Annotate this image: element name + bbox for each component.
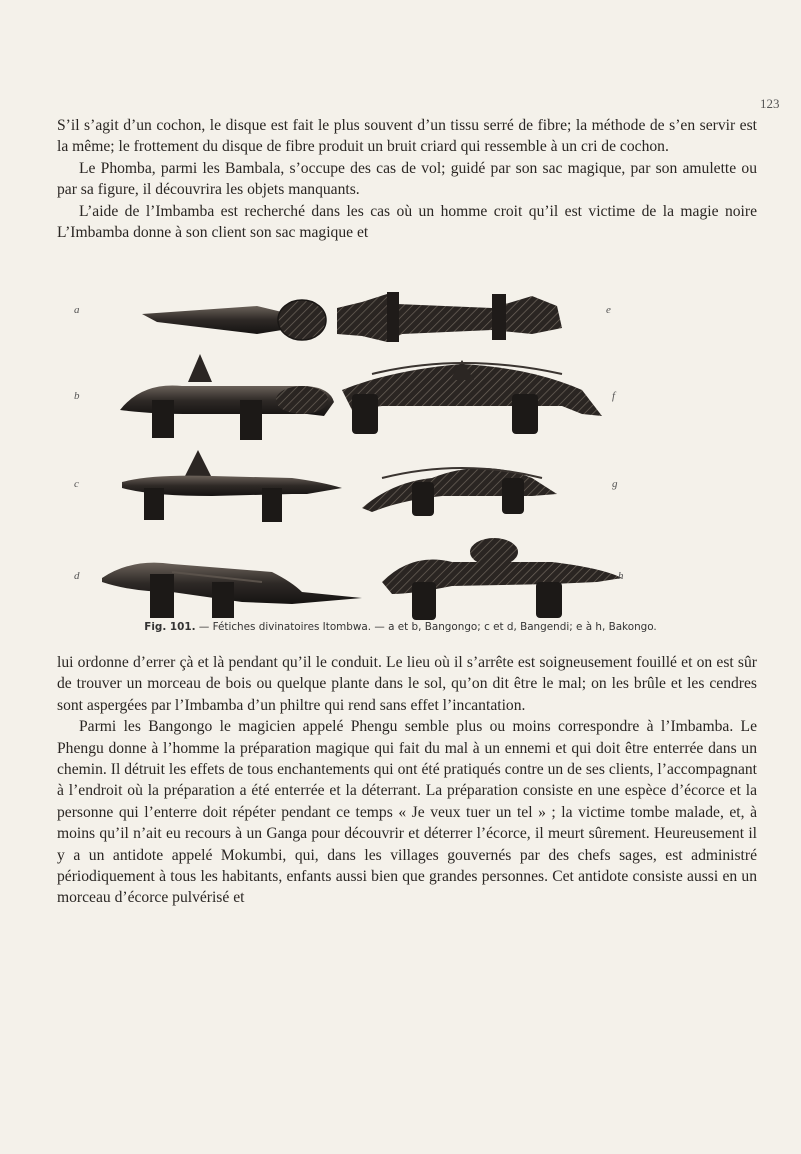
fetish-h — [382, 538, 622, 620]
paragraph: L’aide de l’Imbamba est recherché dans les cas où un homme croit qu’il est victime de la magie noire L’Imbamba donne à son client son sac magique et — [57, 202, 757, 242]
paragraph: Parmi les Bangongo le magicien appelé Phengu semble plus ou moins correspondre à l’Imbamba. Le Phengu donne à l’homme la préparation magique qui fait du mal à un ennemi et qui doit être enterrée dans un chemin. Il détruit les effets de tous enchantements qui ont été pratiqués contre un de ses clients, l’accompagnant à l’endroit où la préparation a été enterrée et la déterrant. La préparation consiste en une espèce d’écorce et la personne qui l’enterre doit répéter pendant ce temps « Je veux tuer un tel » ; la victime tombe malade, et, à moins qu’il n’ait eu recours à un Ganga pour découvrir et déterrer l’écorce, il meurt sûrement. Heureusement il y a un antidote appelé Mokumbi, qui, dans les villages gouvernés par des chefs sages, est administré périodiquement à tous les habitants, enfants aussi bien que grandes personnes. Cet antidote consiste aussi en un morceau d’écorce pulvérisé et — [57, 718, 757, 907]
paragraph: S’il s’agit d’un cochon, le disque est fait le plus souvent d’un tissu serré de fibre; la méthode de s’en servir est la même; le frottement du disque de fibre produit un bruit criard qui ressemble à un cri de cochon. — [57, 117, 757, 156]
figure-label-b: b — [74, 390, 80, 402]
figure-caption-label: Fig. 101. — [144, 621, 196, 633]
fetish-d — [102, 563, 362, 618]
figure-label-e: e — [606, 304, 611, 316]
figure-label-d: d — [74, 570, 80, 582]
figure-label-c: c — [74, 478, 79, 490]
page-number: 123 — [760, 96, 780, 111]
figure-label-a: a — [74, 304, 80, 316]
figure-caption — [0, 621, 801, 633]
paragraph: lui ordonne d’errer çà et là pendant qu’il le conduit. Le lieu où il s’arrête est soigneusement fouillé et on est sûr de trouver un morceau de bois ou quelque plante dans le sol, qu’on dit être le mal; on les brûle et les cendres sont aspergées par l’Imbamba d’un philtre qui rend sans effet l’incantation. — [57, 654, 757, 714]
figure-caption-text: — Fétiches divinatoires Itombwa. — a et b, Bangongo; c et d, Bangendi; e à h, Bakongo. — [195, 621, 657, 633]
fetish-f — [342, 360, 602, 434]
fetish-c — [122, 450, 342, 522]
fetish-g — [362, 468, 557, 516]
fetish-illustration — [62, 282, 742, 622]
bottom-text-block — [57, 652, 757, 909]
fetish-e — [337, 292, 562, 342]
fetish-figure-plate — [62, 282, 742, 622]
top-text-block — [57, 115, 757, 243]
figure-label-g: g — [612, 478, 618, 490]
paragraph: Le Phomba, parmi les Bambala, s’occupe des cas de vol; guidé par son sac magique, par son amulette ou par sa figure, il découvrira les objets manquants. — [57, 159, 757, 199]
fetish-b — [120, 354, 334, 440]
figure-label-h: h — [618, 570, 624, 582]
fetish-a — [142, 300, 326, 340]
figure-label-f: f — [612, 390, 616, 402]
